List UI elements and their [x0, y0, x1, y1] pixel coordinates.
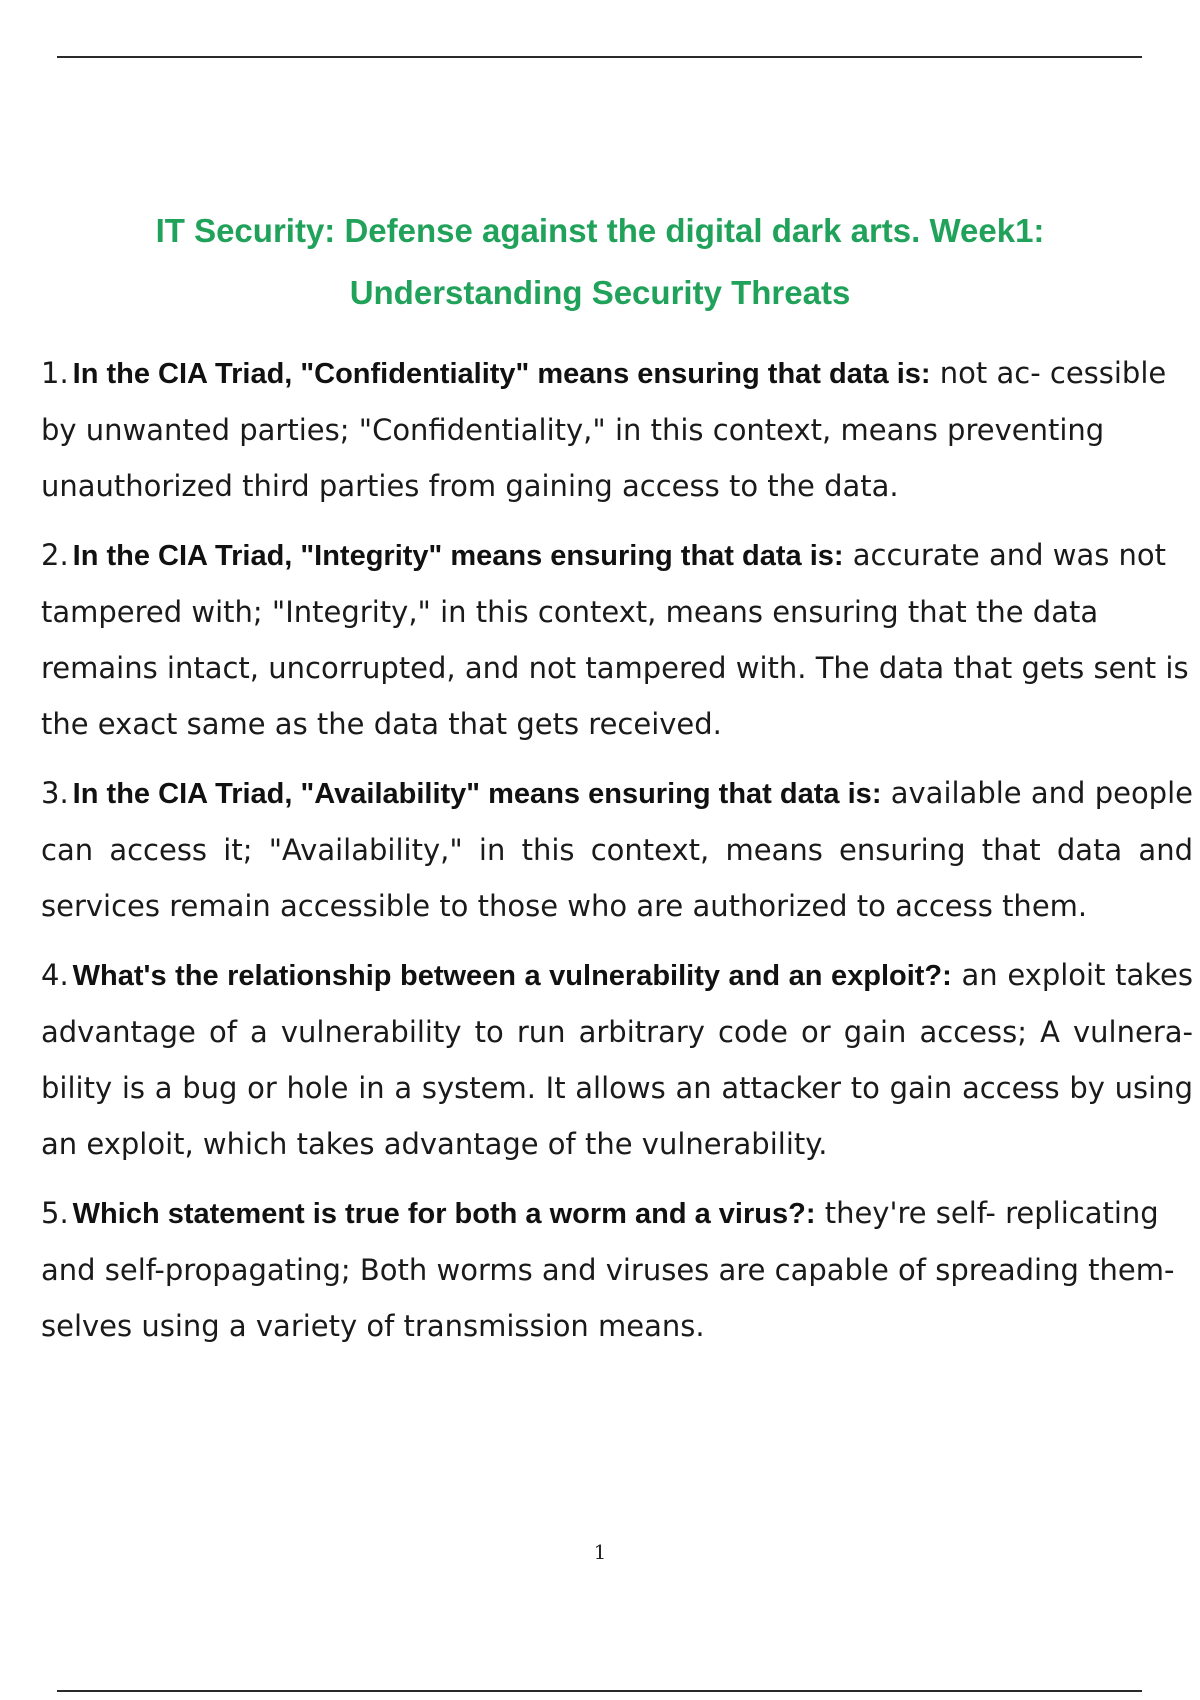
item-number: 5. — [41, 1196, 69, 1230]
top-rule — [57, 56, 1142, 58]
question-text: In the CIA Triad, "Availability" means ensuring that data is: — [72, 778, 882, 810]
bottom-rule — [57, 1690, 1142, 1692]
item-number: 1. — [41, 356, 69, 390]
question-text: What's the relationship between a vulnerability and an exploit?: — [72, 960, 952, 992]
document-title: IT Security: Defense against the digital dark arts. Week1: Understanding Security Threats — [155, 212, 1045, 311]
answer-text: not ac- cessible by unwanted parties; "Confidentiality," in this context, means preventing unauthorized third parties from gaining access to the data. — [41, 356, 1167, 503]
answer-text: they're self- replicating and self-propagating; Both worms and viruses are capable of spreading them- selves using a variety of transmission means. — [41, 1196, 1175, 1343]
item-number: 4. — [41, 958, 69, 992]
qa-item-4 — [41, 947, 1193, 1172]
qa-item-2 — [41, 527, 1193, 752]
item-number: 3. — [41, 776, 69, 810]
question-text: Which statement is true for both a worm and a virus?: — [72, 1198, 816, 1230]
question-text: In the CIA Triad, "Confidentiality" means ensuring that data is: — [72, 358, 931, 390]
qa-item-1 — [41, 345, 1193, 514]
item-number: 2. — [41, 538, 69, 572]
page-number: 1 — [593, 1540, 607, 1564]
qa-item-3 — [41, 765, 1193, 934]
answer-text: available and people can access it; "Availability," in this context, means ensuring that data and services remain accessible to those who are authorized to access them. — [41, 776, 1193, 923]
question-text: In the CIA Triad, "Integrity" means ensuring that data is: — [72, 540, 844, 572]
qa-list — [41, 345, 1193, 1367]
qa-item-5 — [41, 1185, 1193, 1354]
answer-text: an exploit takes advantage of a vulnerability to run arbitrary code or gain access; A vulnera- bility is a bug or hole in a system. It allows an attacker to gain access by using an exploit, which takes advantage of the vulnerability. — [41, 958, 1193, 1161]
answer-text: accurate and was not tampered with; "Integrity," in this context, means ensuring that the data remains intact, uncorrupted, and not tampered with. The data that gets sent is the exact same as the data that gets received. — [41, 538, 1189, 741]
